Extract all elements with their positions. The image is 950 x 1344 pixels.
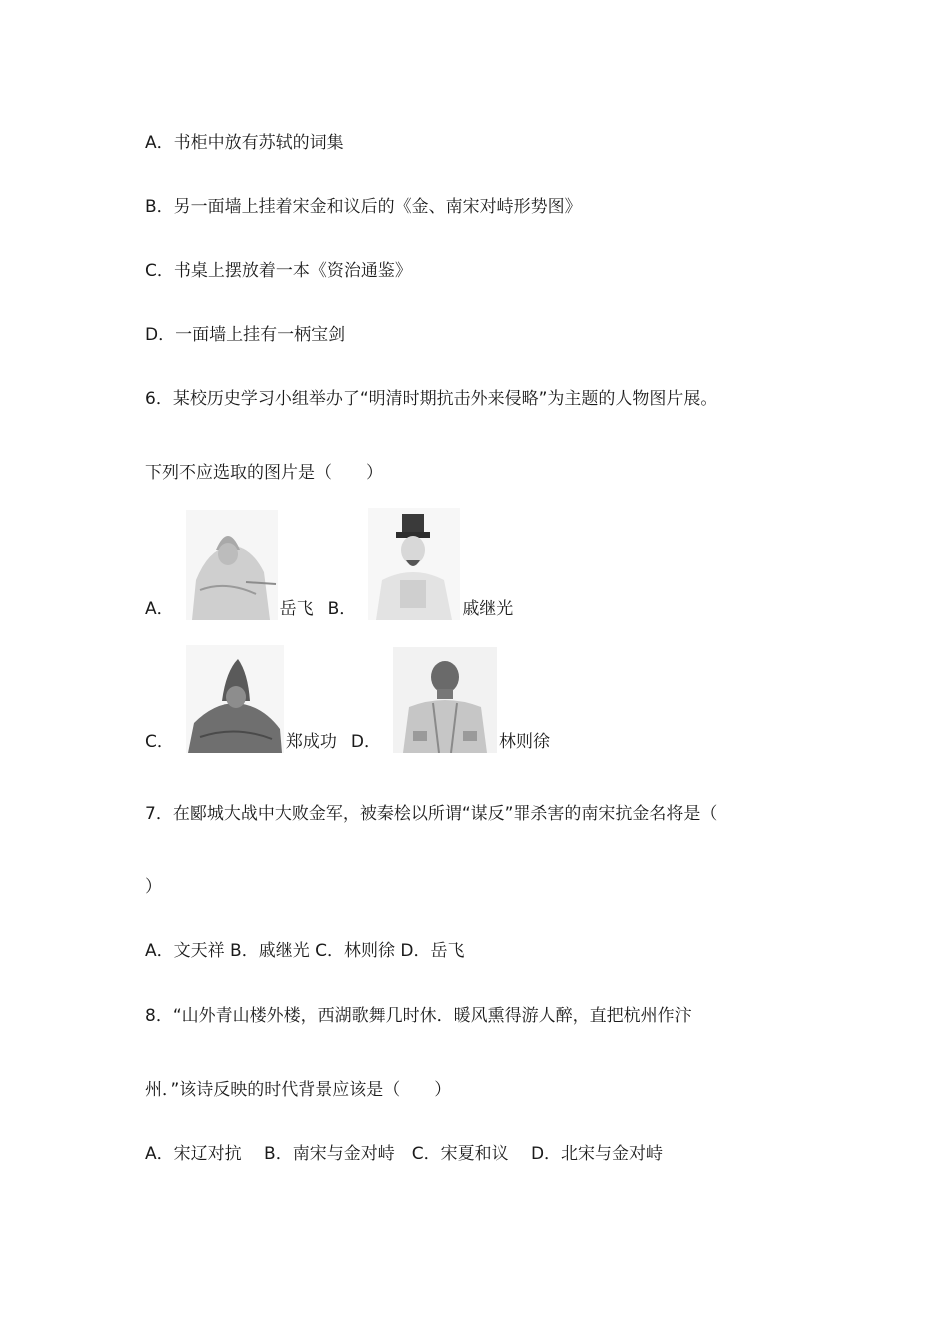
q5-option-d: D．一面墙上挂有一柄宝剑 [145, 325, 346, 345]
q5-option-b: B．另一面墙上挂着宋金和议后的《金、南宋对峙形势图》 [145, 197, 582, 217]
armored-general-portrait-icon [186, 510, 278, 620]
q6-option-a-label: A． [145, 599, 174, 619]
q7-options: A．文天祥 B．戚继光 C．林则徐 D．岳飞 [145, 941, 465, 961]
q8-stem-line2: 州．”该诗反映的时代背景应该是（ ） [145, 1080, 452, 1100]
q6-options-row-2 [145, 641, 564, 753]
q8-stem-line1: 8．“山外青山楼外楼，西湖歌舞几时休．暖风熏得游人醉，直把杭州作汴 [145, 1006, 692, 1026]
q6-option-d-label: D． [350, 732, 381, 752]
q6-stem-line2: 下列不应选取的图片是（ ） [145, 463, 383, 483]
seated-official-portrait-icon [393, 647, 497, 753]
q6-option-c-name: 郑成功 [285, 732, 337, 752]
q6-options-row-1 [145, 508, 527, 620]
q6-option-c-label: C． [145, 732, 174, 752]
q6-option-a-name: 岳飞 [279, 599, 314, 619]
q6-option-b-name: 戚继光 [462, 599, 514, 619]
q7-stem-line1: 7．在郾城大战中大败金军，被秦桧以所谓“谋反”罪杀害的南宋抗金名将是（ [145, 804, 718, 824]
q8-options: A．宋辽对抗 B．南宋与金对峙 C．宋夏和议 D．北宋与金对峙 [145, 1144, 664, 1164]
q5-option-a: A．书柜中放有苏轼的词集 [145, 133, 344, 153]
q6-option-d-name: 林则徐 [498, 732, 550, 752]
q6-option-b-label: B． [327, 599, 357, 619]
official-with-hat-portrait-icon [368, 508, 460, 620]
q6-stem-line1: 6．某校历史学习小组举办了“明清时期抗击外来侵略”为主题的人物图片展。 [145, 389, 718, 409]
helmeted-general-statue-icon [186, 645, 284, 753]
q7-stem-line2: ） [145, 877, 162, 897]
q5-option-c: C．书桌上摆放着一本《资治通鉴》 [145, 261, 412, 281]
